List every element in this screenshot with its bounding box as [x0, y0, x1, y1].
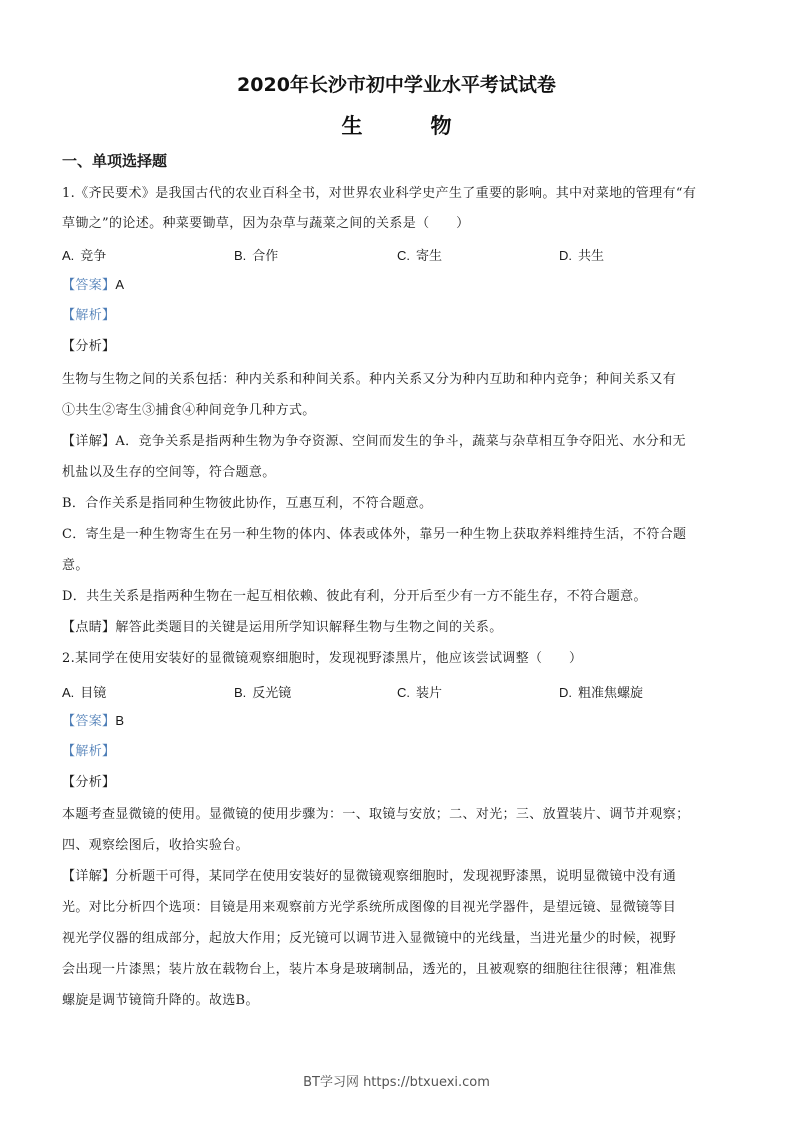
q1-stem-line-2: 草锄之”的论述。种菜要锄草，因为杂草与蔬菜之间的关系是（ ）	[62, 216, 470, 231]
q1-option-b: B. 合作	[234, 248, 279, 264]
footer-watermark: BT学习网 https://btxuexi.com	[303, 1075, 490, 1090]
dianjing-label: 【点睛】	[62, 620, 116, 635]
q1-fenxi-line-1: 生物与生物之间的关系包括：种内关系和种间关系。种内关系又分为种内互助和种内竞争；种间关系又有	[62, 372, 677, 387]
q1-xiangjie-d: D．共生关系是指两种生物在一起互相依赖、彼此有利，分开后至少有一方不能生存，不符合题意。	[62, 589, 647, 604]
q2-fenxi-label: 【分析】	[62, 775, 116, 790]
q1-option-d: D. 共生	[559, 248, 605, 264]
q2-fenxi-line-1: 本题考查显微镜的使用。显微镜的使用步骤为：一、取镜与安放；二、对光；三、放置装片、调节并观察；	[62, 807, 690, 822]
section-heading: 一、单项选择题	[62, 152, 168, 170]
q1-jiexi-label: 【解析】	[62, 308, 116, 323]
q2-xiangjie-line-2: 光。对比分析四个选项：目镜是用来观察前方光学系统所成图像的目视光学器件，是望远镜、显微镜等目	[62, 900, 677, 915]
document-title: 2020年长沙市初中学业水平考试试卷	[237, 74, 556, 96]
answer-label: 【答案】	[62, 714, 116, 729]
subject-char-1: 生	[341, 114, 363, 138]
q2-stem: 2.某同学在使用安装好的显微镜观察细胞时，发现视野漆黑片，他应该尝试调整（ ）	[62, 651, 583, 666]
q2-xiangjie-line-4: 会出现一片漆黑；装片放在载物台上，装片本身是玻璃制品，透光的，且被观察的细胞往往很薄；粗准焦	[62, 962, 677, 977]
q2-option-a: A. 目镜	[62, 685, 107, 701]
q2-xiangjie-line-1: 【详解】分析题干可得，某同学在使用安装好的显微镜观察细胞时，发现视野漆黑，说明显微镜中没有通	[62, 869, 677, 884]
answer-value: B	[115, 713, 125, 728]
q1-fenxi-label: 【分析】	[62, 339, 116, 354]
q1-option-c: C. 寄生	[397, 248, 443, 264]
q1-xiangjie-b: B．合作关系是指同种生物彼此协作，互惠互利，不符合题意。	[62, 496, 433, 511]
q1-xiangjie-a-line-2: 机盐以及生存的空间等，符合题意。	[62, 465, 276, 480]
subject-char-2: 物	[430, 114, 452, 138]
q2-option-d: D. 粗准焦螺旋	[559, 685, 644, 701]
q2-answer	[62, 712, 732, 731]
q1-xiangjie-c-line-1: C．寄生是一种生物寄生在另一种生物的体内、体表或体外，靠另一种生物上获取养料维持生活，不符合题	[62, 527, 687, 542]
q1-option-a: A. 竞争	[62, 248, 107, 264]
q2-xiangjie-line-3: 视光学仪器的组成部分，起放大作用；反光镜可以调节进入显微镜中的光线量，当进光量少的时候，视野	[62, 931, 677, 946]
xiangjie-label: 【详解】	[62, 434, 116, 449]
q2-option-b: B. 反光镜	[234, 685, 292, 701]
q1-answer	[62, 276, 732, 295]
q1-xiangjie-c-line-2: 意。	[62, 558, 89, 573]
q2-jiexi-label: 【解析】	[62, 744, 116, 759]
q2-option-c: C. 装片	[397, 685, 443, 701]
q1-xiangjie-a-line-1: 【详解】A．竞争关系是指两种生物为争夺资源、空间而发生的争斗，蔬菜与杂草相互争夺阳光、水分和无	[62, 434, 686, 449]
answer-label: 【答案】	[62, 278, 116, 293]
q2-fenxi-line-2: 四、观察绘图后，收拾实验台。	[62, 838, 249, 853]
xiangjie-label: 【详解】	[62, 869, 116, 884]
q1-fenxi-line-2: ①共生②寄生③捕食④种间竞争几种方式。	[62, 403, 316, 418]
answer-value: A	[115, 277, 125, 292]
q1-dianjing: 【点睛】解答此类题目的关键是运用所学知识解释生物与生物之间的关系。	[62, 620, 503, 635]
q1-stem-line-1: 1.《齐民要术》是我国古代的农业百科全书，对世界农业科学史产生了重要的影响。其中对菜地的管理有“有	[62, 186, 697, 201]
subject-heading	[0, 110, 793, 140]
q2-xiangjie-line-5: 螺旋是调节镜筒升降的。故选B。	[62, 993, 259, 1008]
